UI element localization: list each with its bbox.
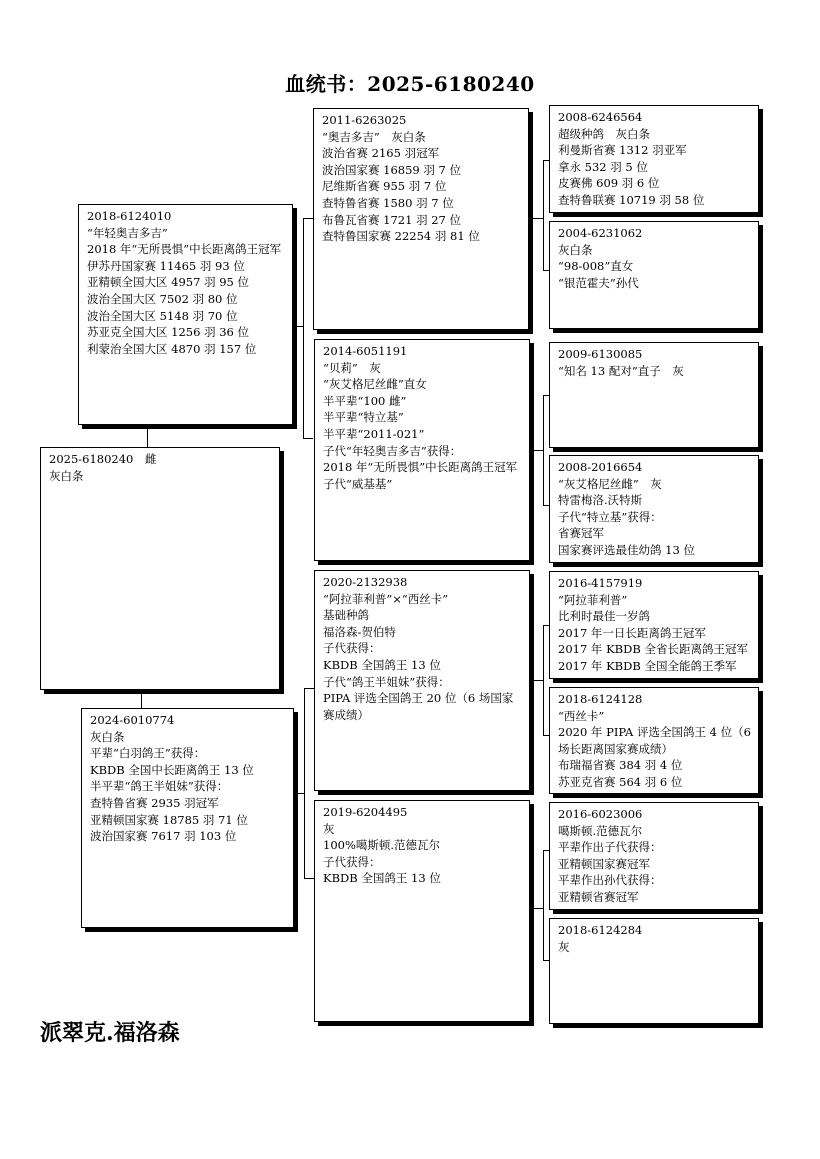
sire-dam-detail: 子代“威基基” — [323, 476, 393, 491]
connector — [304, 688, 305, 878]
ancestor-detail: 2017 年 KBDB 全国全能鸽王季军 — [558, 658, 737, 673]
connector — [304, 878, 314, 879]
ancestor-detail: “灰艾格尼丝雌” 灰 — [558, 476, 662, 491]
connector — [303, 218, 304, 438]
sire-dam-detail: 半平辈“2011-021” — [323, 426, 425, 441]
dam-detail: 亚精顿国家赛 18785 羽 71 位 — [90, 812, 248, 827]
sire-result: 利蒙治全国大区 4870 羽 157 位 — [87, 341, 257, 356]
ancestor-detail: 省赛冠军 — [558, 526, 604, 541]
ancestor-detail: 子代“特立基”获得： — [558, 509, 662, 524]
ancestor-detail: 苏亚克省赛 564 羽 6 位 — [558, 774, 683, 789]
dam-dam-color: 灰 — [323, 821, 335, 836]
connector — [533, 908, 543, 909]
dam-ring: 2024-6010774 — [90, 713, 175, 727]
connector — [303, 218, 313, 219]
sire-dam-ring: 2014-6051191 — [323, 344, 408, 358]
ancestor-detail: 平辈作出子代获得： — [558, 840, 662, 855]
sire-dam-name: “贝莉” 灰 — [323, 360, 381, 375]
dam-detail: 波治国家赛 7617 羽 103 位 — [90, 829, 237, 844]
connector — [533, 680, 543, 681]
dam-card — [81, 708, 294, 928]
sire-ring: 2018-6124010 — [87, 209, 172, 223]
connector — [543, 625, 544, 735]
subject-card — [40, 447, 280, 690]
dam-color: 灰白条 — [90, 729, 125, 744]
sire-dam-detail: 半平辈“100 雌” — [323, 393, 407, 408]
ancestor-detail: 2017 年一日长距离鸽王冠军 — [558, 625, 706, 640]
sire-result: 波治全国大区 7502 羽 80 位 — [87, 291, 238, 306]
subject-color: 灰白条 — [49, 468, 84, 483]
dam-sire-name: “阿拉菲利普”×“西丝卡” — [323, 591, 449, 606]
ancestor-detail: 2017 年 KBDB 全省长距离鸽王冠军 — [558, 642, 748, 657]
sire-dam-detail: 半平辈“特立基” — [323, 410, 404, 425]
dam-sire-detail: 子代获得： — [323, 641, 381, 656]
connector — [543, 850, 544, 960]
ancestor-card-2 — [549, 221, 759, 329]
dam-dam-detail: 100%噶斯顿.范德瓦尔 — [323, 838, 441, 853]
connector — [304, 688, 314, 689]
dam-dam-detail: 子代获得： — [323, 854, 381, 869]
ancestor-ring: 2004-6231062 — [558, 226, 643, 240]
sire-result: 伊苏丹国家赛 11465 羽 93 位 — [87, 258, 245, 273]
ancestor-ring: 2009-6130085 — [558, 347, 643, 361]
ancestor-ring: 2018-6124284 — [558, 923, 643, 937]
dam-dam-detail: KBDB 全国鸽王 13 位 — [323, 871, 441, 886]
sire-result: 亚精顿全国大区 4957 羽 95 位 — [87, 275, 250, 290]
ancestor-ring: 2008-2016654 — [558, 460, 643, 474]
sire-sire-result: 尼维斯省赛 955 羽 7 位 — [322, 179, 447, 194]
ancestor-detail: 超级种鸽 灰白条 — [558, 126, 650, 141]
ancestor-detail: 亚精顿国家赛冠军 — [558, 856, 650, 871]
sire-result: 波治全国大区 5148 羽 70 位 — [87, 308, 238, 323]
ancestor-detail: 利曼斯省赛 1312 羽亚军 — [558, 143, 687, 158]
dam-sire-card — [314, 570, 530, 791]
connector — [543, 395, 544, 505]
ancestor-card-7 — [549, 802, 759, 910]
pedigree-title: 血统书：2025-6180240 — [285, 72, 535, 96]
ancestor-card-4 — [549, 455, 759, 563]
ancestor-detail: 噶斯顿.范德瓦尔 — [558, 823, 643, 838]
ancestor-detail: 国家赛评选最佳幼鸽 13 位 — [558, 542, 695, 557]
ancestor-detail: 皮赛佛 609 羽 6 位 — [558, 176, 660, 191]
sire-sire-name: “奥吉多吉” 灰白条 — [322, 129, 426, 144]
ancestor-detail: 灰 — [558, 939, 570, 954]
dam-detail: 查特鲁省赛 2935 羽冠军 — [90, 795, 219, 810]
ancestor-detail: “98-008”直女 — [558, 259, 634, 274]
ancestor-detail: 拿永 532 羽 5 位 — [558, 159, 648, 174]
ancestor-detail: 2020 年 PIPA 评选全国鸽王 4 位（6 场长距离国家赛成绩） — [558, 725, 755, 756]
dam-sire-detail: 子代“鸽王半姐妹”获得： — [323, 674, 450, 689]
ancestor-card-3 — [549, 342, 759, 448]
ancestor-detail: “西丝卡” — [558, 708, 605, 723]
dam-dam-card — [314, 800, 530, 1022]
ancestor-card-5 — [549, 571, 759, 679]
sire-sire-result: 查特鲁国家赛 22254 羽 81 位 — [322, 229, 480, 244]
ancestor-ring: 2016-4157919 — [558, 576, 643, 590]
sire-card — [78, 204, 293, 425]
ancestor-card-1 — [549, 105, 759, 213]
sire-sire-result: 布鲁瓦省赛 1721 羽 27 位 — [322, 212, 462, 227]
sire-dam-detail: “灰艾格尼丝雌”直女 — [323, 377, 427, 392]
dam-detail: KBDB 全国中长距离鸽王 13 位 — [90, 762, 254, 777]
sire-result: 2018 年“无所畏惧”中长距离鸽王冠军 — [87, 242, 282, 257]
sire-sire-result: 波治省赛 2165 羽冠军 — [322, 146, 440, 161]
sire-dam-card — [314, 339, 530, 561]
ancestor-detail: 亚精顿省赛冠军 — [558, 889, 639, 904]
dam-detail: 半平辈“鸽王半姐妹”获得： — [90, 779, 229, 794]
sire-sire-result: 查特鲁省赛 1580 羽 7 位 — [322, 195, 454, 210]
ancestor-detail: 特雷梅洛.沃特斯 — [558, 493, 643, 508]
connector — [543, 160, 544, 270]
ancestor-detail: 查特鲁联赛 10719 羽 58 位 — [558, 192, 705, 207]
ancestor-detail: 灰白条 — [558, 242, 593, 257]
dam-detail: 平辈“白羽鸽王”获得： — [90, 746, 206, 761]
dam-sire-ring: 2020-2132938 — [323, 575, 408, 589]
ancestor-card-6 — [549, 687, 759, 794]
sire-name: “年轻奥吉多吉” — [87, 225, 168, 240]
connector — [294, 793, 304, 794]
ancestor-detail: 布瑞福省赛 384 羽 4 位 — [558, 758, 683, 773]
connector — [293, 326, 303, 327]
sire-sire-result: 波治国家赛 16859 羽 7 位 — [322, 162, 462, 177]
sire-sire-card — [313, 108, 529, 330]
ancestor-detail: 比利时最佳一岁鸽 — [558, 609, 650, 624]
sire-dam-detail: 子代“年轻奥吉多吉”获得： — [323, 443, 462, 458]
dam-sire-detail: KBDB 全国鸽王 13 位 — [323, 657, 441, 672]
sire-dam-detail: 2018 年“无所畏惧”中长距离鸽王冠军 — [323, 460, 518, 475]
ancestor-detail: 平辈作出孙代获得： — [558, 873, 662, 888]
dam-dam-ring: 2019-6204495 — [323, 805, 408, 819]
dam-sire-detail: PIPA 评选全国鸽王 20 位（6 场国家赛成绩） — [323, 691, 514, 722]
dam-sire-detail: 福洛森-贺伯特 — [323, 624, 396, 639]
ancestor-card-8 — [549, 918, 759, 1024]
ancestor-detail: “银范霍夫”孙代 — [558, 275, 639, 290]
connector — [533, 218, 543, 219]
ancestor-detail: “知名 13 配对”直子 灰 — [558, 363, 684, 378]
ancestor-ring: 2008-6246564 — [558, 110, 643, 124]
connector — [147, 425, 148, 447]
sire-result: 苏亚克全国大区 1256 羽 36 位 — [87, 325, 250, 340]
owner-name: 派翠克.福洛森 — [40, 1020, 180, 1046]
ancestor-detail: “阿拉菲利普” — [558, 592, 628, 607]
dam-sire-detail: 基础种鸽 — [323, 608, 369, 623]
ancestor-ring: 2016-6023006 — [558, 807, 643, 821]
connector — [141, 690, 142, 708]
subject-ring-sex: 2025-6180240 雌 — [49, 452, 157, 466]
connector — [303, 438, 313, 439]
sire-sire-ring: 2011-6263025 — [322, 113, 407, 127]
ancestor-ring: 2018-6124128 — [558, 692, 643, 706]
connector — [533, 450, 543, 451]
